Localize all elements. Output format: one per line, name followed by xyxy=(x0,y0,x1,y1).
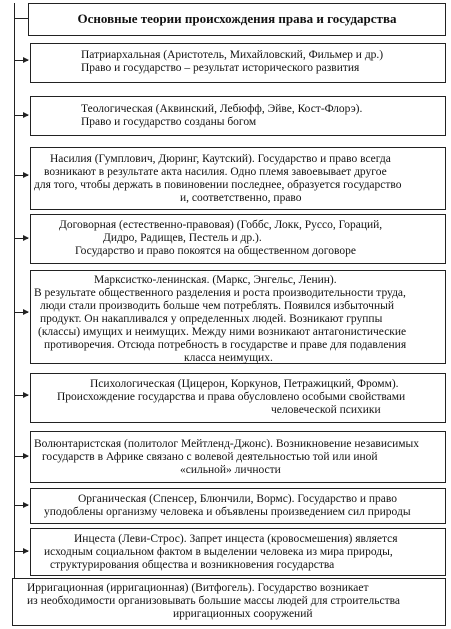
theory-box-contract xyxy=(30,214,446,264)
theory-line: исходным социальном фактом в выделении человека из мира природы, xyxy=(44,546,393,558)
diagram-title: Основные теории происхождения права и государства xyxy=(77,11,397,26)
theory-line: Инцеста (Леви-Строс). Запрет инцеста (кровосмешения) является xyxy=(74,533,398,545)
theory-line: Органическая (Спенсер, Блюнчили, Вормс). Государство и право xyxy=(78,493,397,505)
theory-line: возникают в результате акта насилия. Одно племя завоевывает другое xyxy=(44,166,387,178)
connector-arrow-8 xyxy=(15,505,28,506)
theory-line: Патриархальная (Аристотель, Михайловский, Фильмер и др.) xyxy=(81,49,384,61)
theory-line: государств в Африке связано с волевой деятельностью той или иной xyxy=(42,451,378,463)
theory-box-psychological xyxy=(30,373,446,423)
theory-line: ирригационных сооружений xyxy=(173,608,313,620)
theory-line: «сильной» личности xyxy=(180,464,281,476)
theory-line: Теологическая (Аквинский, Лебюфф, Эйве, Кост-Флорэ). xyxy=(81,103,363,115)
theory-line: из необходимости организовывать большие массы людей для строительства xyxy=(27,595,401,607)
theory-line: Волюнтаристская (политолог Мейтленд-Джонс). Возникновение независимых xyxy=(34,438,420,450)
theory-line: Дидро, Радищев, Пестель и др.). xyxy=(103,232,262,244)
theory-line: класса неимущих. xyxy=(184,352,273,364)
connector-arrow-5 xyxy=(15,312,28,313)
theory-box-theological xyxy=(30,96,446,136)
theory-box-irrigation xyxy=(12,578,446,626)
theory-line: люди стали производить больше чем потреблять. Появился избыточный xyxy=(40,300,394,312)
theory-line: Государство и право покоятся на общественном договоре xyxy=(75,245,356,257)
theory-line: структурирования общества и возникновения государства xyxy=(50,559,335,571)
theory-line: Право и государство созданы богом xyxy=(81,116,257,128)
theory-line: (классы) имущих и неимущих. Между ними возникают антагонистические xyxy=(38,326,407,338)
theory-line: продукт. Он накапливался у определенных людей. Возникают группы xyxy=(40,313,383,325)
connector-arrow-4 xyxy=(15,238,28,239)
theory-line: противоречия. Отсюда потребность в государстве и праве для подавления xyxy=(44,339,407,351)
diagram-spine xyxy=(14,3,15,603)
theory-line: Психологическая (Цицерон, Коркунов, Петражицкий, Фромм). xyxy=(90,378,399,390)
theory-line: уподоблены организму человека и объявлены произведением сил природы xyxy=(44,506,411,518)
theory-line: Договорная (естественно-правовая) (Гоббс, Локк, Руссо, Гораций, xyxy=(59,219,383,231)
theory-box-organic xyxy=(30,488,446,524)
theory-line: для того, чтобы держать в повиновении последнее, образуется государство xyxy=(34,179,402,191)
theory-line: Право и государство – результат исторического развития xyxy=(81,62,360,74)
connector-arrow-3 xyxy=(15,175,28,176)
connector-arrow-9 xyxy=(15,551,28,552)
theory-line: Происхождение государства и права обусловлено особыми свойствами xyxy=(57,391,406,403)
theory-box-incest xyxy=(30,528,446,576)
theory-box-marxist xyxy=(30,270,446,364)
spine-title-connector xyxy=(14,18,28,19)
theory-line: Ирригационная (ирригационная) (Витфогель). Государство возникает xyxy=(27,582,369,594)
diagram-title-box xyxy=(28,3,446,36)
connector-arrow-1 xyxy=(15,60,28,61)
connector-arrow-2 xyxy=(15,115,28,116)
theory-line: человеческой психики xyxy=(271,404,381,416)
connector-arrow-7 xyxy=(15,456,28,457)
theory-line: Насилия (Гумплович, Дюринг, Каутский). Государство и право всегда xyxy=(50,153,391,165)
theory-box-voluntarist xyxy=(30,431,446,483)
connector-arrow-6 xyxy=(15,395,28,396)
theory-line: В результате общественного разделения и роста производительности труда, xyxy=(34,287,406,299)
theory-line: и, соответственно, право xyxy=(180,192,302,204)
theory-box-violence xyxy=(30,147,446,210)
theory-line: Марксистко-ленинская. (Маркс, Энгельс, Ленин). xyxy=(94,274,337,286)
theory-box-patriarchal xyxy=(30,43,446,83)
